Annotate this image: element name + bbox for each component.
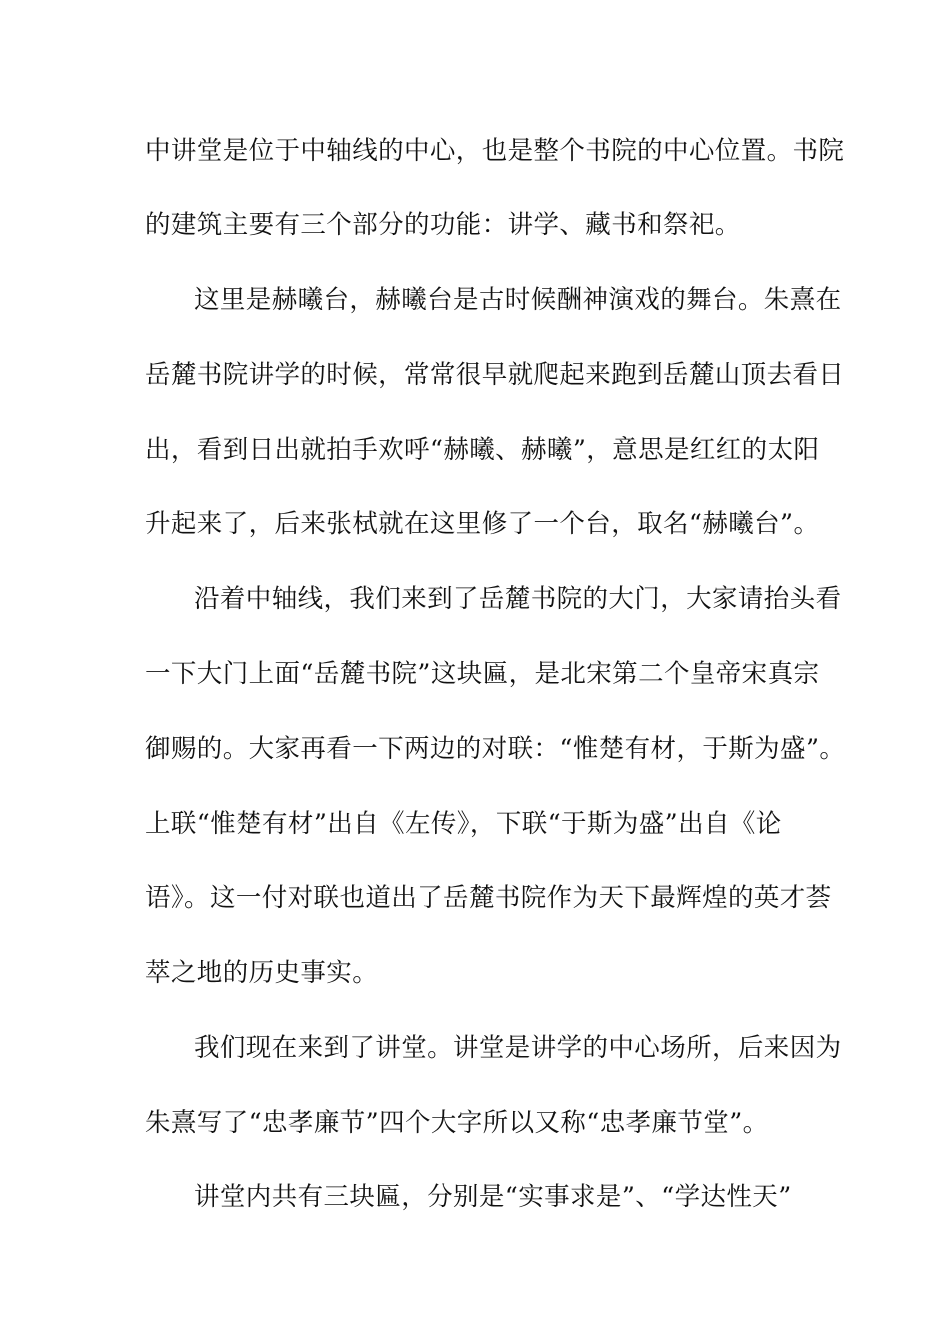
text-line: 出，看到日出就拍手欢呼“赫曦、赫曦”，意思是红红的太阳 (145, 435, 820, 465)
text-line: 朱熹写了“忠孝廉节”四个大字所以又称“忠孝廉节堂”。 (145, 1108, 769, 1138)
paragraph-start-line: 我们现在来到了讲堂。讲堂是讲学的中心场所，后来因为 (194, 1033, 842, 1063)
text-line: 一下大门上面“岳麓书院”这块匾，是北宋第二个皇帝宋真宗 (145, 659, 820, 689)
paragraph-start-line: 这里是赫曦台，赫曦台是古时候酬神演戏的舞台。朱熹在 (194, 285, 842, 315)
text-line: 岳麓书院讲学的时候，常常很早就爬起来跑到岳麓山顶去看日 (145, 360, 845, 390)
paragraph-start-line: 讲堂内共有三块匾，分别是“实事求是”、“学达性天” (194, 1182, 792, 1212)
text-line: 上联“惟楚有材”出自《左传》，下联“于斯为盛”出自《论 (145, 809, 782, 839)
text-line: 语》。这一付对联也道出了岳麓书院作为天下最辉煌的英才荟 (145, 883, 832, 913)
text-line: 御赐的。大家再看一下两边的对联：“惟楚有材，于斯为盛”。 (145, 734, 846, 764)
paragraph-start-line: 沿着中轴线，我们来到了岳麓书院的大门，大家请抬头看 (194, 584, 842, 614)
text-line: 的建筑主要有三个部分的功能：讲学、藏书和祭祀。 (145, 210, 741, 240)
text-line: 萃之地的历史事实。 (145, 958, 379, 988)
text-line: 升起来了，后来张栻就在这里修了一个台，取名“赫曦台”。 (145, 509, 820, 539)
text-line: 中讲堂是位于中轴线的中心，也是整个书院的中心位置。书院 (145, 136, 845, 166)
